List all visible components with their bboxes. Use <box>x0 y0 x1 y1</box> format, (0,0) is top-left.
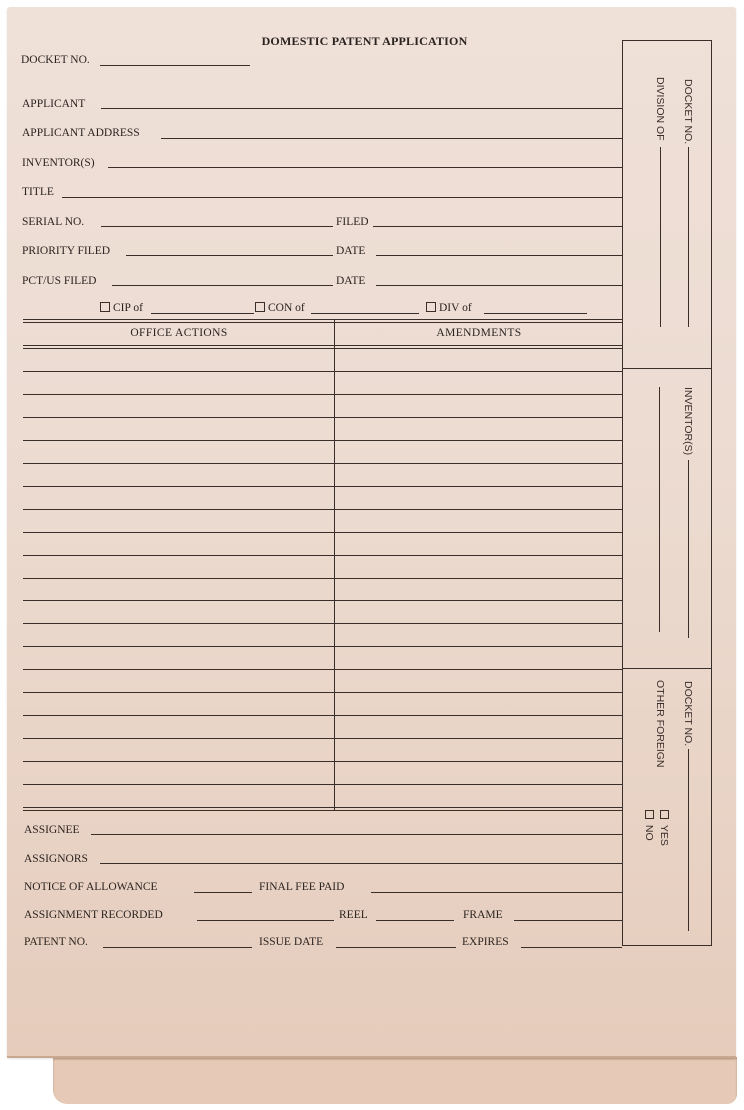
frame-field[interactable] <box>514 920 622 921</box>
inventors-label: INVENTOR(S) <box>22 157 95 169</box>
side-division-of-label: DIVISION OF <box>654 77 666 141</box>
pct-us-filed-label: PCT/US FILED <box>22 275 97 287</box>
table-bottom-rule-inner <box>23 810 622 811</box>
table-row[interactable] <box>23 761 622 762</box>
final-fee-paid-label: FINAL FEE PAID <box>259 881 345 893</box>
docket-no-field[interactable] <box>100 65 250 66</box>
side-yes-checkbox[interactable] <box>658 810 670 846</box>
table-top-rule <box>23 319 622 320</box>
side-no-checkbox[interactable] <box>643 810 655 841</box>
applicant-address-label: APPLICANT ADDRESS <box>22 127 140 139</box>
frame-label: FRAME <box>463 909 503 921</box>
side-divider-2 <box>622 668 711 669</box>
reel-field[interactable] <box>376 920 454 921</box>
header-rule-inner <box>23 348 622 349</box>
patent-no-field[interactable] <box>103 947 252 948</box>
docket-no-label: DOCKET NO. <box>21 54 90 66</box>
office-actions-header: OFFICE ACTIONS <box>130 327 228 339</box>
side-docket-no-2-label: DOCKET NO. <box>682 681 694 747</box>
table-row[interactable] <box>23 371 622 372</box>
con-checkbox[interactable] <box>255 302 305 314</box>
table-row[interactable] <box>23 784 622 785</box>
side-divider-1 <box>622 368 711 369</box>
con-label: CON of <box>268 302 305 314</box>
issue-date-label: ISSUE DATE <box>259 936 324 948</box>
table-row[interactable] <box>23 578 622 579</box>
table-row[interactable] <box>23 555 622 556</box>
checkbox-icon <box>100 302 110 312</box>
table-row[interactable] <box>23 417 622 418</box>
priority-filed-label: PRIORITY FILED <box>22 245 111 257</box>
filed-field[interactable] <box>373 226 622 227</box>
checkbox-icon <box>660 810 669 819</box>
table-row[interactable] <box>23 738 622 739</box>
side-inventors-label: INVENTOR(S) <box>682 387 694 456</box>
patent-no-label: PATENT NO. <box>24 936 88 948</box>
form-title: DOMESTIC PATENT APPLICATION <box>261 34 468 48</box>
notice-of-allowance-label: NOTICE OF ALLOWANCE <box>24 881 158 893</box>
priority-date-label: DATE <box>336 245 366 257</box>
assignee-label: ASSIGNEE <box>24 824 80 836</box>
notice-of-allowance-field[interactable] <box>194 892 252 893</box>
side-no-label: NO <box>643 824 655 841</box>
folder-back-flap <box>53 1057 737 1104</box>
amendments-header: AMENDMENTS <box>436 327 522 339</box>
header-rule <box>23 345 622 346</box>
assignee-field[interactable] <box>91 834 622 835</box>
assignors-field[interactable] <box>100 863 622 864</box>
inventors-field[interactable] <box>108 167 622 168</box>
assignment-recorded-field[interactable] <box>197 920 334 921</box>
side-inventors-field-2[interactable] <box>659 387 660 632</box>
title-field[interactable] <box>62 197 622 198</box>
pct-date-label: DATE <box>336 275 366 287</box>
serial-no-label: SERIAL NO. <box>22 216 85 228</box>
checkbox-icon <box>255 302 265 312</box>
applicant-address-field[interactable] <box>161 138 622 139</box>
reel-label: REEL <box>339 909 368 921</box>
side-docket-no-2-field[interactable] <box>688 749 689 931</box>
priority-filed-field[interactable] <box>126 255 333 256</box>
applicant-label: APPLICANT <box>22 98 86 110</box>
div-label: DIV of <box>439 302 472 314</box>
table-row[interactable] <box>23 715 622 716</box>
expires-label: EXPIRES <box>462 936 509 948</box>
con-field[interactable] <box>311 313 419 314</box>
table-row[interactable] <box>23 669 622 670</box>
pct-date-field[interactable] <box>376 285 622 286</box>
assignors-label: ASSIGNORS <box>24 853 88 865</box>
side-yes-label: YES <box>658 824 670 846</box>
issue-date-field[interactable] <box>336 947 456 948</box>
pct-us-filed-field[interactable] <box>112 285 333 286</box>
side-docket-no-label: DOCKET NO. <box>682 79 694 145</box>
assignment-recorded-label: ASSIGNMENT RECORDED <box>24 909 163 921</box>
priority-date-field[interactable] <box>376 255 622 256</box>
table-row[interactable] <box>23 600 622 601</box>
table-top-rule-inner <box>23 322 622 323</box>
side-division-of-field[interactable] <box>660 147 661 327</box>
file-folder <box>7 7 736 1058</box>
checkbox-icon <box>645 810 654 819</box>
table-row[interactable] <box>23 440 622 441</box>
table-row[interactable] <box>23 692 622 693</box>
title-label: TITLE <box>22 186 54 198</box>
div-field[interactable] <box>484 313 587 314</box>
final-fee-paid-field[interactable] <box>371 892 622 893</box>
table-row[interactable] <box>23 623 622 624</box>
applicant-field[interactable] <box>101 108 622 109</box>
expires-field[interactable] <box>521 947 622 948</box>
cip-label: CIP of <box>113 302 143 314</box>
table-bottom-rule <box>23 807 622 808</box>
side-other-foreign-label: OTHER FOREIGN <box>654 680 666 768</box>
table-row[interactable] <box>23 394 622 395</box>
filed-label: FILED <box>336 216 369 228</box>
side-docket-no-field[interactable] <box>688 147 689 327</box>
cip-field[interactable] <box>151 313 254 314</box>
table-row[interactable] <box>23 463 622 464</box>
table-row[interactable] <box>23 532 622 533</box>
div-checkbox[interactable] <box>426 302 472 314</box>
cip-checkbox[interactable] <box>100 302 143 314</box>
table-row[interactable] <box>23 486 622 487</box>
serial-no-field[interactable] <box>101 226 333 227</box>
side-inventors-field[interactable] <box>688 460 689 638</box>
table-row[interactable] <box>23 646 622 647</box>
table-row[interactable] <box>23 509 622 510</box>
checkbox-icon <box>426 302 436 312</box>
